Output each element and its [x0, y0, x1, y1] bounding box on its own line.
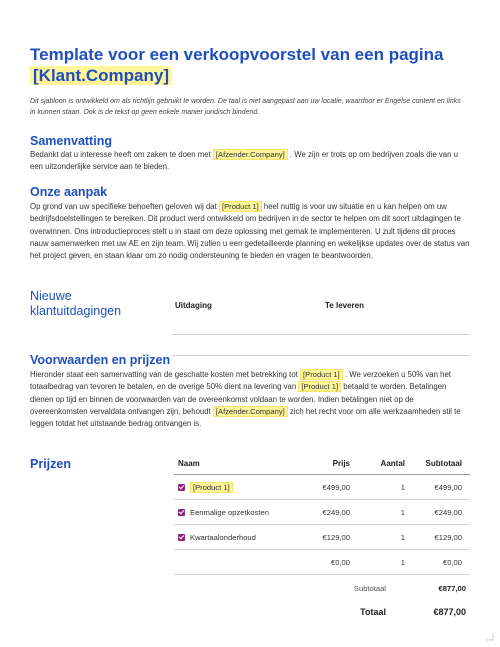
item-quantity[interactable]: 1 — [400, 532, 405, 542]
item-quantity[interactable]: 1 — [400, 507, 405, 517]
deliverable-column-header: Te leveren — [325, 300, 364, 310]
approach-heading: Onze aanpak — [30, 185, 108, 199]
item-quantity[interactable]: 1 — [400, 557, 405, 567]
challenges-empty-row[interactable] — [172, 335, 470, 355]
item-price: €249,00 — [322, 507, 350, 517]
sender-placeholder[interactable]: [Afzender.Company] — [213, 149, 288, 160]
product-placeholder[interactable]: [Product 1] — [219, 201, 262, 212]
subtotal-label: Subtotaal — [353, 583, 386, 593]
item-price: €499,00 — [322, 482, 350, 492]
price-column-header: Prijs — [332, 458, 350, 468]
subtotal-row — [174, 575, 470, 601]
quantity-column-header: Aantal — [380, 458, 405, 468]
summary-paragraph: Bedankt dat u interesse heeft om zaken te doen met [Afzender.Company] . We zijn er trots op om bedrijven zoals die van u een uitzonderlijke service aan te bieden. — [30, 150, 458, 172]
summary-heading: Samenvatting — [30, 134, 112, 148]
item-name: Kwartaalonderhoud — [190, 532, 256, 542]
challenges-heading: Nieuwe klantuitdagingen — [30, 289, 122, 318]
approach-paragraph: Op grond van uw specifieke behoeften geloven wij dat [Product 1] heel nuttig is voor uw situatie en u kan helpen om uw bedrijfsdoelstellingen te bereiken. Dit product werd ontwikkeld om bedrijven in de sector te helpen om dit soort uitdagingen te overwinnen. Ons introductieproces stelt u in staat om deze oplossing met gemak te implementeren. U zult tijdens dit proces nauw samenwerken met uw AE en zijn team. Wij zullen u een gedetailleerde planning en wekelijkse updates over de status van het project geven, en staan klaar om zo nodig ondersteuning te bieden en vragen te beantwoorden. — [30, 202, 470, 261]
terms-paragraph: Hieronder staat een samenvatting van de geschatte kosten met betrekking tot [Product 1] . We verzoeken u 50% van het totaalbedrag van tevoren te betalen, en de overige 50% dient na levering van [Product 1] betaald te worden. Betalingen dienen op tijd en binnen de voorwaarden van de overeenkomst voldaan te worden. Indien betalingen niet op de overeenkomsten vervaldata ontvangen zijn, behoudt [Afzender.Company] zich het recht voor om alle werkzaamheden stil te leggen totdat het uitstaande bedrag ontvangen is. — [30, 370, 461, 429]
pricing-header-row — [174, 452, 470, 475]
pricing-row — [174, 550, 470, 575]
item-price: €129,00 — [322, 532, 350, 542]
checkbox-checked-icon[interactable] — [178, 534, 185, 541]
item-name[interactable]: [Product 1] — [190, 482, 233, 493]
item-name: Eenmalige opzetkosten — [190, 507, 269, 517]
total-label: Totaal — [360, 607, 386, 617]
challenges-empty-row[interactable] — [172, 314, 470, 334]
item-subtotal: €499,00 — [434, 482, 462, 492]
pricing-table — [174, 452, 470, 623]
total-row — [174, 601, 470, 623]
pricing-row — [174, 525, 470, 550]
item-quantity[interactable]: 1 — [400, 482, 405, 492]
client-placeholder[interactable]: [Klant.Company] — [30, 66, 172, 85]
pricing-row — [174, 500, 470, 525]
corner-marker-icon — [486, 633, 494, 641]
total-value: €877,00 — [433, 607, 466, 617]
item-subtotal: €129,00 — [434, 532, 462, 542]
item-subtotal: €249,00 — [434, 507, 462, 517]
title-block — [30, 44, 470, 86]
row-divider — [172, 355, 470, 356]
sender-placeholder[interactable]: [Afzender.Company] — [213, 406, 288, 417]
challenge-column-header: Uitdaging — [175, 300, 212, 310]
item-price: €0,00 — [330, 557, 350, 567]
challenges-header-row — [172, 296, 470, 314]
pricing-heading: Prijzen — [30, 457, 71, 472]
name-column-header: Naam — [178, 458, 200, 468]
title-text: Template voor een verkoopvoorstel van een pagina — [30, 45, 444, 64]
page-title — [30, 44, 470, 86]
item-subtotal: €0,00 — [442, 557, 462, 567]
subtotal-column-header: Subtotaal — [425, 458, 462, 468]
subtotal-value: €877,00 — [438, 583, 466, 593]
pricing-row — [174, 475, 470, 500]
product-placeholder[interactable]: [Product 1] — [298, 381, 341, 392]
disclaimer: Dit sjabloon is ontwikkeld om als richtlijn gebruikt te worden. De taal is niet aangepast aan uw locatie, waardoor er Engelse content en links in kunnen staan. Ook is de tekst op geen enkele manier juridisch bindend. — [30, 98, 461, 116]
product-placeholder[interactable]: [Product 1] — [300, 369, 343, 380]
checkbox-checked-icon[interactable] — [178, 509, 185, 516]
challenges-table — [172, 296, 470, 356]
terms-heading: Voorwaarden en prijzen — [30, 353, 171, 367]
checkbox-checked-icon[interactable] — [178, 484, 185, 491]
